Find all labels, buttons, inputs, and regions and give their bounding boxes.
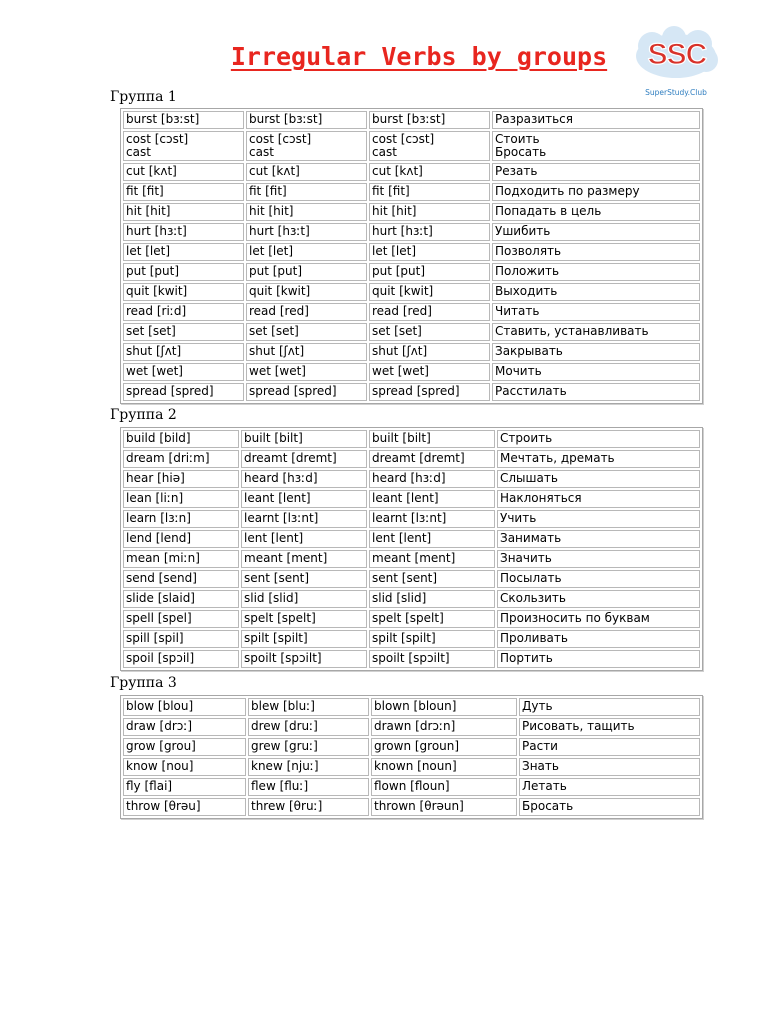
table-row [123, 283, 700, 301]
past-participle-cell: built [bilt] [369, 430, 495, 448]
past-simple-cell: sent [sent] [241, 570, 367, 588]
past-simple-cell: fit [fit] [246, 183, 367, 201]
group-1-label: Группа 1 [110, 89, 177, 105]
past-simple-cell: wet [wet] [246, 363, 367, 381]
past-simple-cell: set [set] [246, 323, 367, 341]
past-participle-cell: burst [bɜːst] [369, 111, 490, 129]
past-simple-cell: learnt [lɜːnt] [241, 510, 367, 528]
base-form-cell: hear [hiə] [123, 470, 239, 488]
past-participle-cell: read [red] [369, 303, 490, 321]
base-form-cell: learn [lɜːn] [123, 510, 239, 528]
table-row [123, 303, 700, 321]
past-simple-cell: grew [gruː] [248, 738, 369, 756]
base-form-cell: build [bild] [123, 430, 239, 448]
base-form-cell: draw [drɔː] [123, 718, 246, 736]
svg-text:SSC: SSC [647, 38, 707, 71]
past-simple-cell: built [bilt] [241, 430, 367, 448]
group-1-table [120, 108, 703, 404]
past-participle-cell: shut [ʃʌt] [369, 343, 490, 361]
table-row [123, 111, 700, 129]
translation-cell: Мечтать, дремать [497, 450, 700, 468]
past-simple-cell: spoilt [spɔilt] [241, 650, 367, 668]
past-simple-cell: drew [druː] [248, 718, 369, 736]
past-participle-cell: set [set] [369, 323, 490, 341]
base-form-cell: fit [fit] [123, 183, 244, 201]
translation-cell: Наклоняться [497, 490, 700, 508]
translation-cell: Бросать [519, 798, 700, 816]
page-title: Irregular Verbs by groups [230, 42, 608, 71]
translation-cell: Портить [497, 650, 700, 668]
past-participle-cell: wet [wet] [369, 363, 490, 381]
group-2-label: Группа 2 [110, 407, 177, 423]
translation-cell: Строить [497, 430, 700, 448]
table-row [123, 778, 700, 796]
past-participle-cell: drawn [drɔːn] [371, 718, 517, 736]
translation-cell: Читать [492, 303, 700, 321]
translation-cell: Ушибить [492, 223, 700, 241]
past-participle-cell: spilt [spilt] [369, 630, 495, 648]
translation-cell: Позволять [492, 243, 700, 261]
past-participle-cell: put [put] [369, 263, 490, 281]
group-2-table [120, 427, 703, 671]
past-simple-cell: cost [cɔst] cast [246, 131, 367, 161]
table-row [123, 323, 700, 341]
table-row [123, 718, 700, 736]
past-simple-cell: leant [lent] [241, 490, 367, 508]
table-row [123, 698, 700, 716]
base-form-cell: throw [θrəu] [123, 798, 246, 816]
translation-cell: Учить [497, 510, 700, 528]
logo-caption: SuperStudy.Club [645, 88, 707, 97]
base-form-cell: wet [wet] [123, 363, 244, 381]
table-row [123, 798, 700, 816]
base-form-cell: burst [bɜːst] [123, 111, 244, 129]
past-simple-cell: spilt [spilt] [241, 630, 367, 648]
past-participle-cell: leant [lent] [369, 490, 495, 508]
cloud-logo-icon [630, 26, 722, 90]
translation-cell: Знать [519, 758, 700, 776]
base-form-cell: spoil [spɔil] [123, 650, 239, 668]
table-row [123, 470, 700, 488]
table-row [123, 430, 700, 448]
past-simple-cell: spelt [spelt] [241, 610, 367, 628]
table-row [123, 343, 700, 361]
translation-cell: Посылать [497, 570, 700, 588]
translation-cell: Значить [497, 550, 700, 568]
past-participle-cell: dreamt [dremt] [369, 450, 495, 468]
table-row [123, 203, 700, 221]
past-simple-cell: read [red] [246, 303, 367, 321]
past-participle-cell: cut [kʌt] [369, 163, 490, 181]
table-row [123, 450, 700, 468]
translation-cell: Скользить [497, 590, 700, 608]
table-row [123, 758, 700, 776]
group-3-table [120, 695, 703, 819]
translation-cell: Летать [519, 778, 700, 796]
base-form-cell: spread [spred] [123, 383, 244, 401]
base-form-cell: lend [lend] [123, 530, 239, 548]
past-participle-cell: learnt [lɜːnt] [369, 510, 495, 528]
past-simple-cell: dreamt [dremt] [241, 450, 367, 468]
base-form-cell: spill [spil] [123, 630, 239, 648]
past-simple-cell: put [put] [246, 263, 367, 281]
base-form-cell: grow [grou] [123, 738, 246, 756]
past-participle-cell: cost [cɔst] cast [369, 131, 490, 161]
past-simple-cell: spread [spred] [246, 383, 367, 401]
base-form-cell: slide [slaid] [123, 590, 239, 608]
table-row [123, 610, 700, 628]
past-simple-cell: shut [ʃʌt] [246, 343, 367, 361]
translation-cell: Произносить по буквам [497, 610, 700, 628]
past-simple-cell: lent [lent] [241, 530, 367, 548]
past-participle-cell: meant [ment] [369, 550, 495, 568]
translation-cell: Разразиться [492, 111, 700, 129]
past-participle-cell: spoilt [spɔilt] [369, 650, 495, 668]
base-form-cell: blow [blou] [123, 698, 246, 716]
past-participle-cell: spread [spred] [369, 383, 490, 401]
past-participle-cell: hurt [hɜːt] [369, 223, 490, 241]
past-participle-cell: thrown [θrəun] [371, 798, 517, 816]
past-participle-cell: known [noun] [371, 758, 517, 776]
past-simple-cell: knew [njuː] [248, 758, 369, 776]
table-row [123, 550, 700, 568]
past-simple-cell: burst [bɜːst] [246, 111, 367, 129]
past-simple-cell: heard [hɜːd] [241, 470, 367, 488]
base-form-cell: dream [driːm] [123, 450, 239, 468]
translation-cell: Мочить [492, 363, 700, 381]
translation-cell: Положить [492, 263, 700, 281]
translation-cell: Занимать [497, 530, 700, 548]
translation-cell: Подходить по размеру [492, 183, 700, 201]
table-row [123, 510, 700, 528]
translation-cell: Закрывать [492, 343, 700, 361]
past-participle-cell: spelt [spelt] [369, 610, 495, 628]
translation-cell: Выходить [492, 283, 700, 301]
table-row [123, 630, 700, 648]
past-participle-cell: slid [slid] [369, 590, 495, 608]
past-participle-cell: let [let] [369, 243, 490, 261]
past-participle-cell: blown [bloun] [371, 698, 517, 716]
translation-cell: Ставить, устанавливать [492, 323, 700, 341]
base-form-cell: hurt [hɜːt] [123, 223, 244, 241]
base-form-cell: cost [cɔst] cast [123, 131, 244, 161]
past-simple-cell: meant [ment] [241, 550, 367, 568]
table-row [123, 650, 700, 668]
base-form-cell: fly [flai] [123, 778, 246, 796]
table-row [123, 570, 700, 588]
table-row [123, 590, 700, 608]
translation-cell: Дуть [519, 698, 700, 716]
past-participle-cell: quit [kwit] [369, 283, 490, 301]
base-form-cell: lean [liːn] [123, 490, 239, 508]
translation-cell: Рисовать, тащить [519, 718, 700, 736]
table-row [123, 223, 700, 241]
past-simple-cell: let [let] [246, 243, 367, 261]
table-row [123, 263, 700, 281]
base-form-cell: mean [miːn] [123, 550, 239, 568]
table-row [123, 490, 700, 508]
table-row [123, 738, 700, 756]
translation-cell: Стоить Бросать [492, 131, 700, 161]
table-row [123, 243, 700, 261]
base-form-cell: read [riːd] [123, 303, 244, 321]
base-form-cell: set [set] [123, 323, 244, 341]
past-participle-cell: fit [fit] [369, 183, 490, 201]
translation-cell: Резать [492, 163, 700, 181]
table-row [123, 131, 700, 161]
table-row [123, 383, 700, 401]
past-participle-cell: grown [groun] [371, 738, 517, 756]
translation-cell: Проливать [497, 630, 700, 648]
translation-cell: Попадать в цель [492, 203, 700, 221]
base-form-cell: shut [ʃʌt] [123, 343, 244, 361]
superstudy-logo [630, 26, 722, 97]
base-form-cell: hit [hit] [123, 203, 244, 221]
base-form-cell: cut [kʌt] [123, 163, 244, 181]
past-simple-cell: cut [kʌt] [246, 163, 367, 181]
past-participle-cell: flown [floun] [371, 778, 517, 796]
base-form-cell: let [let] [123, 243, 244, 261]
past-simple-cell: hurt [hɜːt] [246, 223, 367, 241]
past-simple-cell: flew [fluː] [248, 778, 369, 796]
past-simple-cell: slid [slid] [241, 590, 367, 608]
past-participle-cell: sent [sent] [369, 570, 495, 588]
translation-cell: Расти [519, 738, 700, 756]
table-row [123, 530, 700, 548]
base-form-cell: know [nou] [123, 758, 246, 776]
base-form-cell: spell [spel] [123, 610, 239, 628]
table-row [123, 163, 700, 181]
past-participle-cell: heard [hɜːd] [369, 470, 495, 488]
past-simple-cell: threw [θruː] [248, 798, 369, 816]
past-participle-cell: lent [lent] [369, 530, 495, 548]
past-simple-cell: quit [kwit] [246, 283, 367, 301]
translation-cell: Расстилать [492, 383, 700, 401]
group-3-label: Группа 3 [110, 675, 177, 691]
past-simple-cell: hit [hit] [246, 203, 367, 221]
table-row [123, 363, 700, 381]
base-form-cell: put [put] [123, 263, 244, 281]
translation-cell: Слышать [497, 470, 700, 488]
past-participle-cell: hit [hit] [369, 203, 490, 221]
table-row [123, 183, 700, 201]
base-form-cell: quit [kwit] [123, 283, 244, 301]
past-simple-cell: blew [bluː] [248, 698, 369, 716]
base-form-cell: send [send] [123, 570, 239, 588]
